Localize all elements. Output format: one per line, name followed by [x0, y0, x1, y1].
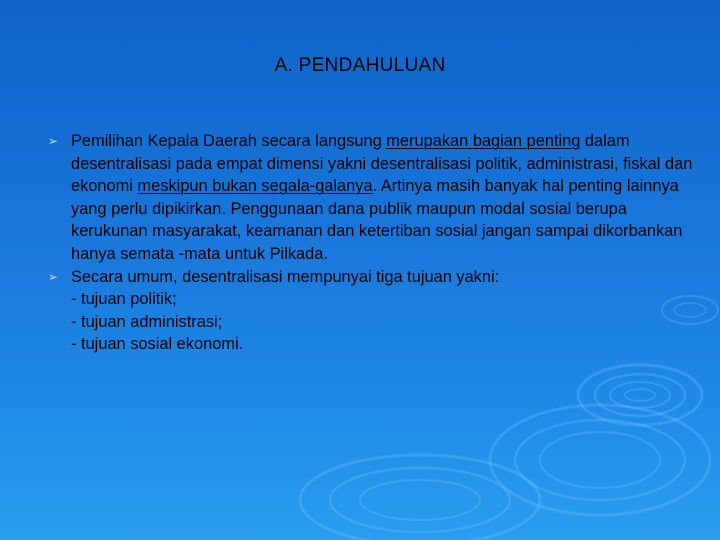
arrowhead-bullet-icon: ➢ — [48, 134, 59, 148]
bullet-text: . Artinya masih banyak hal penting lainnya yang perlu dipikirkan. Penggunaan dana publik maupun modal sosial berupa kerukunan masyarakat, keamanan dan ketertiban sosial jangan sampai dikorbankan hanya semata -mata untuk Pilkada. — [71, 177, 683, 263]
sub-list-item: - tujuan administrasi; — [71, 312, 223, 331]
underlined-phrase: meskipun bukan segala-galanya — [137, 177, 373, 196]
bullet-text: Secara umum, desentralisasi mempunyai tiga tujuan yakni: — [71, 267, 500, 286]
bullet-text: dalam desentralisasi pada empat dimensi yakni desentralisasi politik, administrasi, fiskal dan ekonomi — [71, 132, 693, 196]
bullet-text: Pemilihan Kepala Daerah secara langsung — [71, 132, 387, 150]
underlined-phrase: merupakan bagian penting — [386, 132, 581, 150]
sub-list-item: - tujuan sosial ekonomi. — [71, 335, 244, 354]
bullet-item — [48, 130, 693, 266]
sub-list-item: - tujuan politik; — [71, 290, 177, 309]
arrowhead-bullet-icon: ➢ — [48, 269, 59, 284]
slide-body — [48, 130, 693, 356]
bullet-item — [48, 266, 693, 289]
slide-title: A. PENDAHULUAN — [274, 55, 446, 76]
